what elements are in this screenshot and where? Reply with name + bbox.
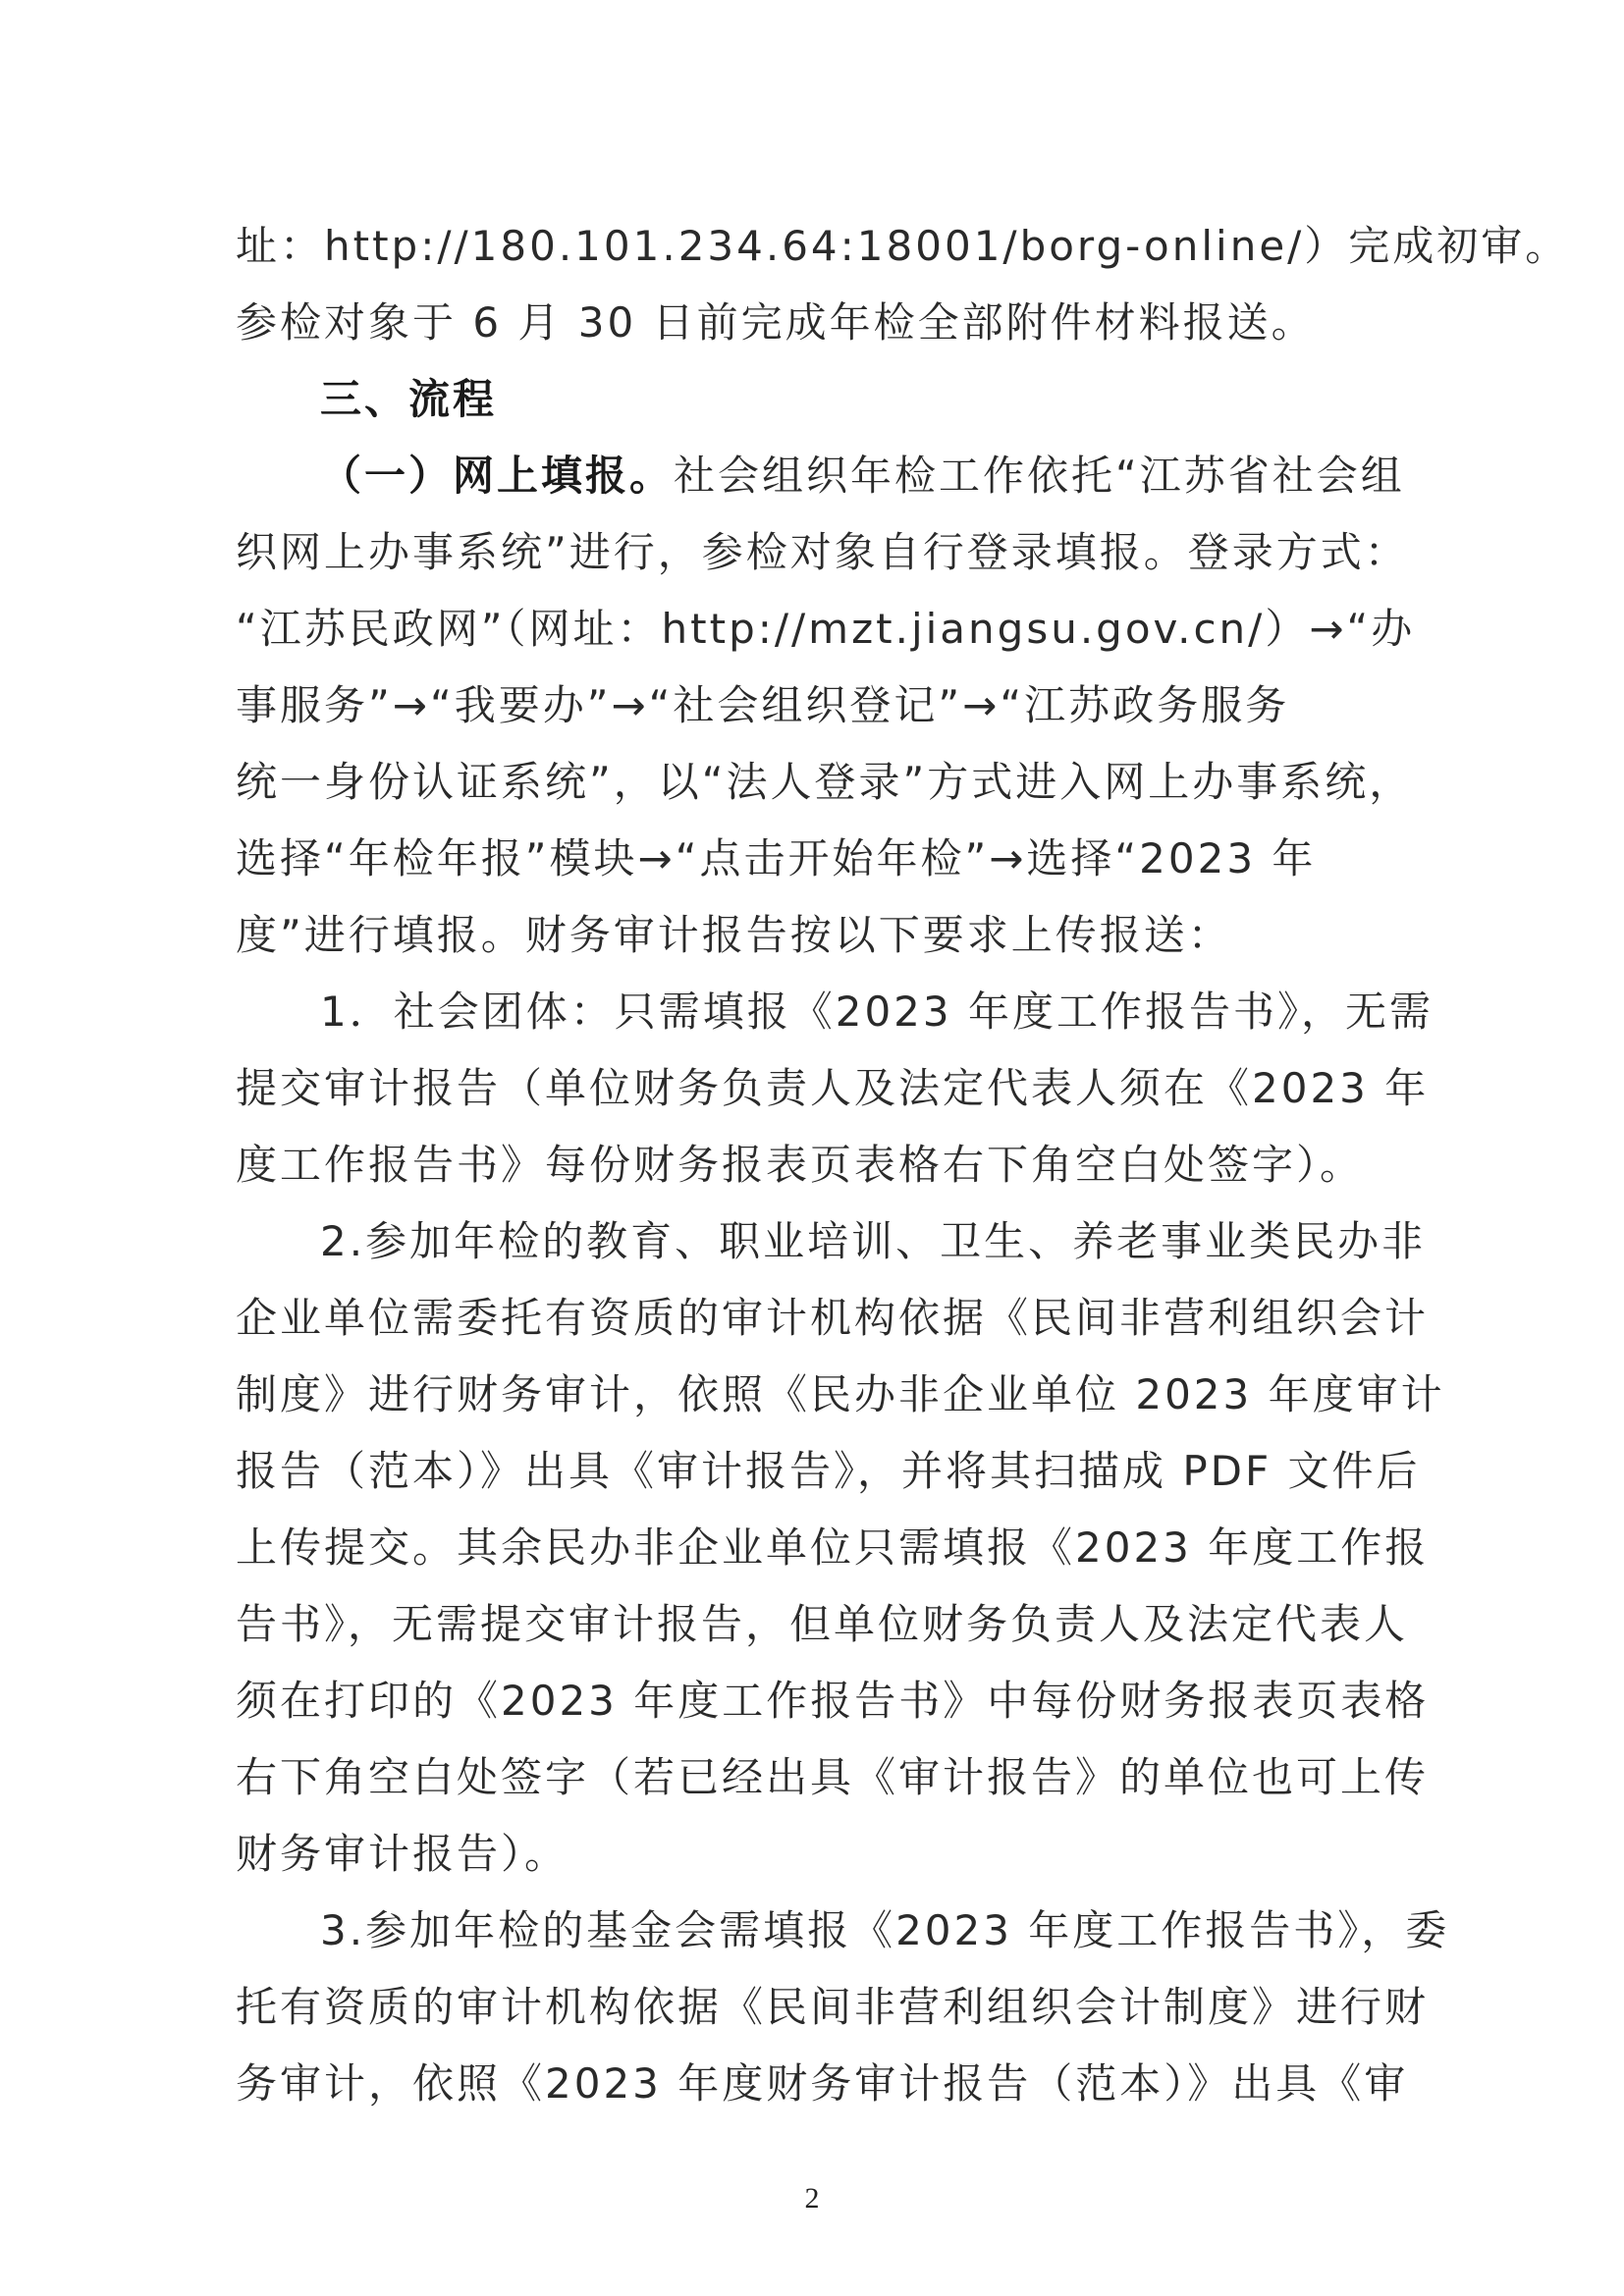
body-line: 报告（范本）》出具《审计报告》，并将其扫描成 PDF 文件后	[236, 1447, 1421, 1495]
body-line: 务审计，依照《2023 年度财务审计报告（范本）》出具《审	[236, 2059, 1409, 2108]
body-line: 3.参加年检的基金会需填报《2023 年度工作报告书》，委	[320, 1906, 1450, 1954]
body-line: 度”进行填报。财务审计报告按以下要求上传报送：	[236, 911, 1232, 959]
body-line: 提交审计报告（单位财务负责人及法定代表人须在《2023 年	[236, 1064, 1430, 1112]
body-line: 制度》进行财务审计，依照《民办非企业单位 2023 年度审计	[236, 1370, 1445, 1418]
body-line: 址：http://180.101.234.64:18001/borg-online/）完成初审。	[236, 222, 1570, 270]
body-line: 织网上办事系统”进行，参检对象自行登录填报。登录方式：	[236, 528, 1409, 576]
body-line: 选择“年检年报”模块→“点击开始年检”→选择“2023 年	[236, 834, 1317, 882]
body-line: 告书》，无需提交审计报告，但单位财务负责人及法定代表人	[236, 1600, 1409, 1648]
body-line: 2.参加年检的教育、职业培训、卫生、养老事业类民办非	[320, 1217, 1427, 1265]
body-line: 企业单位需委托有资质的审计机构依据《民间非营利组织会计	[236, 1294, 1430, 1342]
body-line: 上传提交。其余民办非企业单位只需填报《2023 年度工作报	[236, 1523, 1430, 1572]
body-line: 事服务”→“我要办”→“社会组织登记”→“江苏政务服务	[236, 681, 1290, 729]
body-line: 须在打印的《2023 年度工作报告书》中每份财务报表页表格	[236, 1677, 1430, 1725]
page-number: 2	[804, 2182, 820, 2215]
body-line: 度工作报告书》每份财务报表页表格右下角空白处签字）。	[236, 1141, 1365, 1189]
body-line: 1．社会团体：只需填报《2023 年度工作报告书》，无需	[320, 988, 1434, 1036]
body-line: 统一身份认证系统”，以“法人登录”方式进入网上办事系统，	[236, 758, 1414, 806]
body-line: 财务审计报告）。	[236, 1830, 569, 1878]
body-text: 社会组织年检工作依托“江苏省社会组	[674, 452, 1405, 500]
body-line: 右下角空白处签字（若已经出具《审计报告》的单位也可上传	[236, 1753, 1430, 1801]
subsection-heading: （一）网上填报。	[320, 452, 675, 500]
body-line: 参检对象于 6 月 30 日前完成年检全部附件材料报送。	[236, 298, 1316, 347]
body-line	[320, 442, 1414, 510]
body-line: “江苏民政网”（网址：http://mzt.jiangsu.gov.cn/）→“办	[236, 605, 1416, 653]
body-line: 托有资质的审计机构依据《民间非营利组织会计制度》进行财	[236, 1983, 1430, 2031]
section-heading: 三、流程	[320, 375, 498, 423]
